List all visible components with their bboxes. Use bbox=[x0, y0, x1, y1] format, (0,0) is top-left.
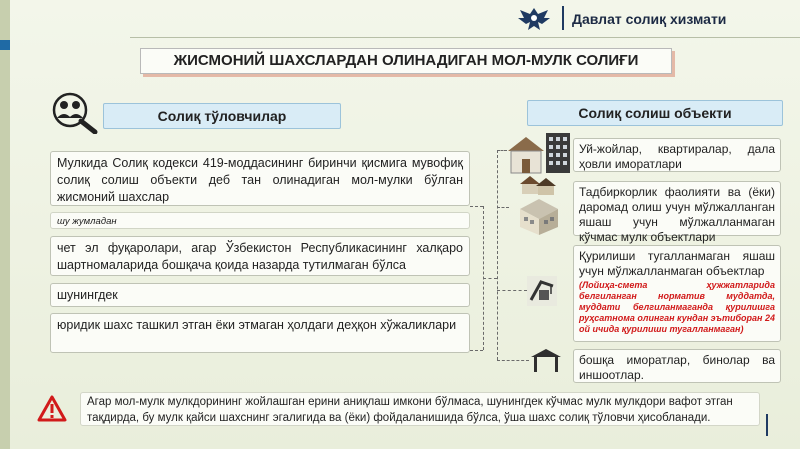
left-accent-square bbox=[0, 40, 10, 50]
connector-line bbox=[497, 290, 527, 291]
village-houses-icon bbox=[518, 172, 558, 196]
page-title: ЖИСМОНИЙ ШАХСЛАРДАН ОЛИНАДИГАН МОЛ-МУЛК СОЛИҒИ bbox=[140, 48, 672, 74]
connector-line bbox=[497, 360, 529, 361]
header-divider bbox=[562, 6, 564, 30]
connector-line bbox=[470, 350, 483, 351]
object-item-unfinished-note: (Лойиҳа-смета ҳужжатларида белгиланган норматив муддатда, муддати белгиланмаганда қурилишга руҳсатнома олинган кундан эътиборан 24 ой ичида қурилиши тугалланмаган) bbox=[579, 280, 776, 334]
commercial-building-icon bbox=[516, 197, 562, 237]
object-item-other-structures: бошқа иморатлар, бинолар ва иншоотлар. bbox=[573, 349, 781, 383]
organization-title: Давлат солиқ хизмати bbox=[572, 11, 727, 27]
payer-connector-including: шу жумладан bbox=[50, 212, 470, 229]
left-side-bar bbox=[0, 0, 10, 449]
footer-note: Агар мол-мулк мулкдорининг жойлашган ерини аниқлаш имкони бўлмаса, шунингдек кўчмас мулк мулкдори вафот этган тақдирда, бу мулк қайси шахснинг эгалигида ва (ёки) фойдаланишида бўлса, ўша шахс солиқ тўловчи ҳисобланади. bbox=[80, 392, 760, 426]
payer-item-individuals: Мулкида Солиқ кодекси 419-моддасининг биринчи қисмига мувофиқ солиқ солиш объекти деб тан олинадиган мол-мулки бўлган жисмоний шахслар bbox=[50, 151, 470, 206]
payer-item-foreign-citizens: чет эл фуқаролари, агар Ўзбекистон Республикасининг халқаро шартномаларида бошқача қоида назарда тутилмаган бўлса bbox=[50, 236, 470, 276]
connector-line bbox=[483, 278, 497, 279]
connector-line bbox=[497, 207, 509, 208]
people-search-icon bbox=[50, 90, 98, 134]
eagle-emblem-icon bbox=[516, 4, 552, 34]
object-item-commercial: Тадбиркорлик фаолияти ва (ёки) даромад олиш учун мўлжалланган яшаш учун мўлжалланмаган кўчмас мулк объектлари bbox=[573, 181, 781, 236]
connector-line bbox=[470, 206, 483, 207]
bottom-mark bbox=[766, 414, 768, 436]
construction-crane-icon bbox=[527, 276, 557, 306]
payer-connector-also: шунингдек bbox=[50, 283, 470, 307]
object-item-housing: Уй-жойлар, квартиралар, дала ҳовли иморатлари bbox=[573, 138, 781, 172]
warning-triangle-icon bbox=[37, 395, 67, 422]
payers-heading: Солиқ тўловчилар bbox=[103, 103, 341, 129]
header-rule bbox=[130, 37, 800, 38]
object-item-unfinished bbox=[573, 245, 781, 342]
object-item-unfinished-text: Қурилиши тугалланмаган яшаш учун мўлжалланмаган объектлар bbox=[579, 249, 775, 278]
shelter-structure-icon bbox=[529, 347, 563, 373]
objects-heading: Солиқ солиш объекти bbox=[527, 100, 783, 126]
house-and-building-icon bbox=[506, 131, 572, 175]
payer-item-farms: юридик шахс ташкил этган ёки этмаган ҳолдаги деҳқон хўжаликлари bbox=[50, 313, 470, 353]
connector-line bbox=[497, 150, 498, 360]
